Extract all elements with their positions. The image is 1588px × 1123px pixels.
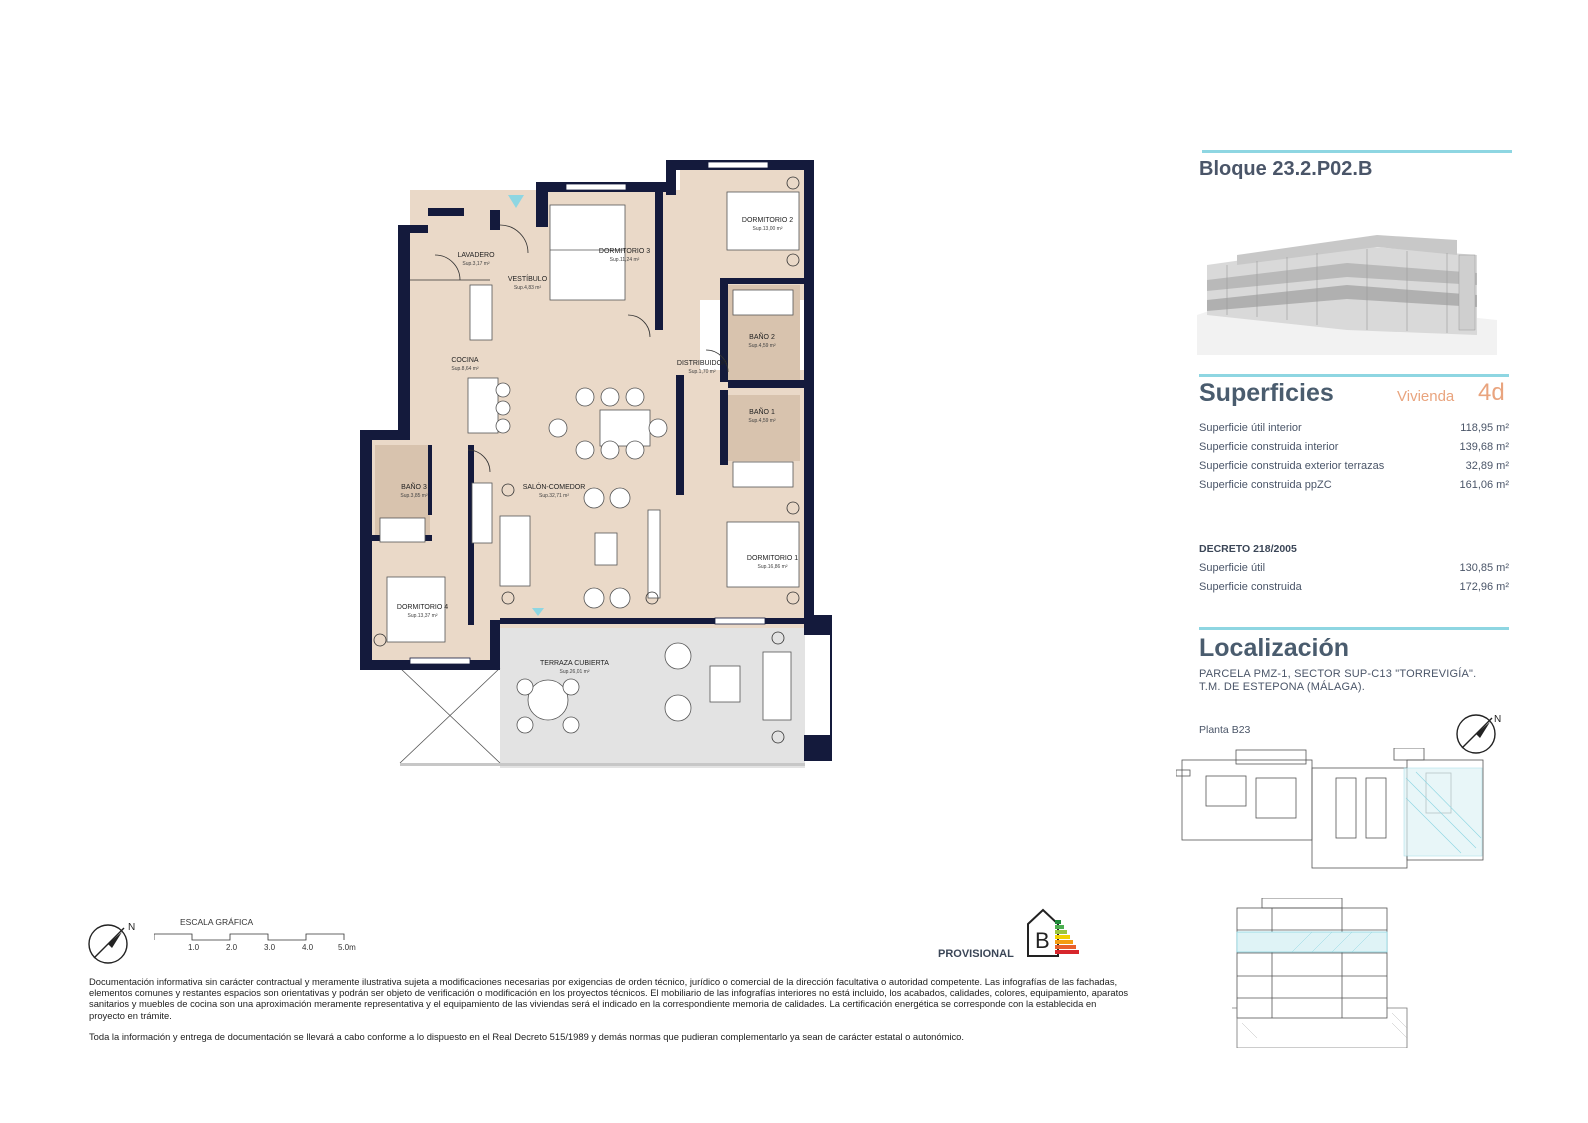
- room-label: [519, 483, 589, 501]
- room-area: Sup.4,83 m²: [513, 285, 542, 291]
- room-name: BAÑO 2: [749, 334, 775, 341]
- scale-tick: 3.0: [264, 943, 276, 952]
- room-area: Sup.1,70 m²: [688, 369, 716, 375]
- room-label: [500, 275, 555, 293]
- scale-tick: 5.0m: [338, 943, 356, 952]
- room-name: BAÑO 1: [749, 409, 775, 416]
- room-area: Sup.16,86 m²: [757, 564, 788, 570]
- room-name: COCINA: [451, 357, 479, 364]
- scale-bar: [154, 930, 354, 942]
- room-label: [672, 359, 732, 377]
- scale-tick: 4.0: [302, 943, 314, 952]
- building-render: [1197, 225, 1497, 360]
- room-label: [394, 483, 434, 501]
- room-label: [390, 603, 455, 621]
- localizacion-rule: [1199, 627, 1509, 630]
- scale-title: ESCALA GRÁFICA: [180, 917, 254, 927]
- energy-provisional-label: PROVISIONAL: [938, 948, 1014, 960]
- decreto-label: Superficie útil: [1199, 562, 1266, 574]
- decreto-label: Superficie construida: [1199, 581, 1302, 593]
- vivienda-type: 4d: [1478, 379, 1505, 406]
- sup-value: 32,89 m²: [1465, 460, 1509, 472]
- room-name: DORMITORIO 4: [396, 604, 449, 611]
- room-label: [440, 356, 490, 374]
- room-area: Sup.3,85 m²: [400, 493, 428, 499]
- room-label: [592, 247, 657, 265]
- room-label: [451, 251, 501, 269]
- room-name: TERRAZA CUBIERTA: [540, 660, 609, 667]
- decreto-value: 130,85 m²: [1459, 562, 1509, 574]
- room-name: DORMITORIO 3: [598, 248, 651, 255]
- scale-tick: 1.0: [188, 943, 200, 952]
- room-name: BAÑO 3: [401, 484, 427, 491]
- decreto-row: [1199, 562, 1509, 574]
- sup-row: [1199, 460, 1509, 472]
- decreto-row: [1199, 581, 1509, 593]
- room-area: Sup.13,37 m²: [407, 613, 438, 619]
- disclaimer-text: Documentación informativa sin carácter contractual y meramente ilustrativa sujeta a modificaciones necesarias por exigencias de orden técnico, jurídico o comercial de la dirección facultativa o autoridad competente. Las infografías de las fachadas, elementos comunes y restantes espacios son orientativas y podrán ser objeto de verificación o modificación en los proyectos técnicos. El mobiliario de las infografías interiores no está incluido, los acabados, calidades, colores, equipamiento, aparatos sanitarios y muebles de cocina son una aproximación meramente representativa y el equipamiento de las viviendas será el indicado en la correspondiente memoria de calidades. La certificación energética se corresponde con la establecida en proyecto en trámite.: [89, 976, 1129, 1021]
- sup-value: 161,06 m²: [1459, 479, 1509, 491]
- room-area: Sup.8,64 m²: [451, 366, 479, 372]
- room-label: [740, 554, 805, 572]
- svg-text:N: N: [1494, 714, 1502, 725]
- localizacion-title: Localización: [1199, 634, 1350, 662]
- room-name: SALÓN-COMEDOR: [522, 484, 586, 491]
- header-rule: [1202, 150, 1512, 153]
- room-area: Sup.11,24 m²: [609, 257, 640, 263]
- sup-label: Superficie construida exterior terrazas: [1199, 460, 1385, 472]
- room-area: Sup.13,00 m²: [752, 226, 783, 232]
- svg-text:N: N: [128, 922, 136, 933]
- room-label: [537, 659, 612, 677]
- decreto-value: 172,96 m²: [1459, 581, 1509, 593]
- room-name: DORMITORIO 2: [741, 217, 794, 224]
- room-area: Sup.4,59 m²: [748, 343, 776, 349]
- superficies-title: Superficies: [1199, 379, 1334, 407]
- room-area: Sup.4,59 m²: [748, 418, 776, 424]
- localizacion-text: PARCELA PMZ-1, SECTOR SUP-C13 "TORREVIGÍA". T.M. DE ESTEPONA (MÁLAGA).: [1199, 668, 1477, 693]
- energy-rating-letter: B: [1035, 928, 1050, 953]
- scale-tick: 2.0: [226, 943, 238, 952]
- sup-value: 139,68 m²: [1459, 441, 1509, 453]
- energy-rating-icon: [1025, 906, 1081, 958]
- room-name: VESTÍBULO: [507, 276, 548, 283]
- north-compass-icon: [86, 918, 144, 964]
- decreto-title: DECRETO 218/2005: [1199, 543, 1297, 555]
- sup-row: [1199, 479, 1509, 491]
- room-name: LAVADERO: [457, 252, 495, 259]
- sup-label: Superficie construida ppZC: [1199, 479, 1332, 491]
- section-thumbnail: [1232, 898, 1412, 1048]
- sup-label: Superficie construida interior: [1199, 441, 1339, 453]
- sup-label: Superficie útil interior: [1199, 422, 1302, 434]
- room-label: [742, 408, 782, 426]
- room-name: DORMITORIO 1: [746, 555, 799, 562]
- vivienda-label: Vivienda: [1397, 388, 1455, 405]
- sup-value: 118,95 m²: [1460, 422, 1509, 434]
- room-area: Sup.26,01 m²: [559, 669, 590, 675]
- site-plan-thumbnail: [1176, 748, 1492, 876]
- room-area: Sup.3,17 m²: [462, 261, 490, 267]
- legal-text: Toda la información y entrega de documentación se llevará a cabo conforme a lo dispuesto en el Real Decreto 515/1989 y demás normas que pudieran complementarlo ya sean de carácter estatal o autonómico.: [89, 1031, 964, 1042]
- block-title: Bloque 23.2.P02.B: [1199, 158, 1373, 180]
- sup-row: [1199, 422, 1509, 434]
- room-name: DISTRIBUIDOR: [676, 360, 728, 367]
- room-label: [742, 333, 782, 351]
- room-label: [735, 216, 800, 234]
- sup-row: [1199, 441, 1509, 453]
- room-area: Sup.32,71 m²: [538, 493, 570, 499]
- floor-plan: [360, 150, 860, 780]
- superficies-rule: [1199, 374, 1509, 377]
- planta-label: Planta B23: [1199, 724, 1251, 736]
